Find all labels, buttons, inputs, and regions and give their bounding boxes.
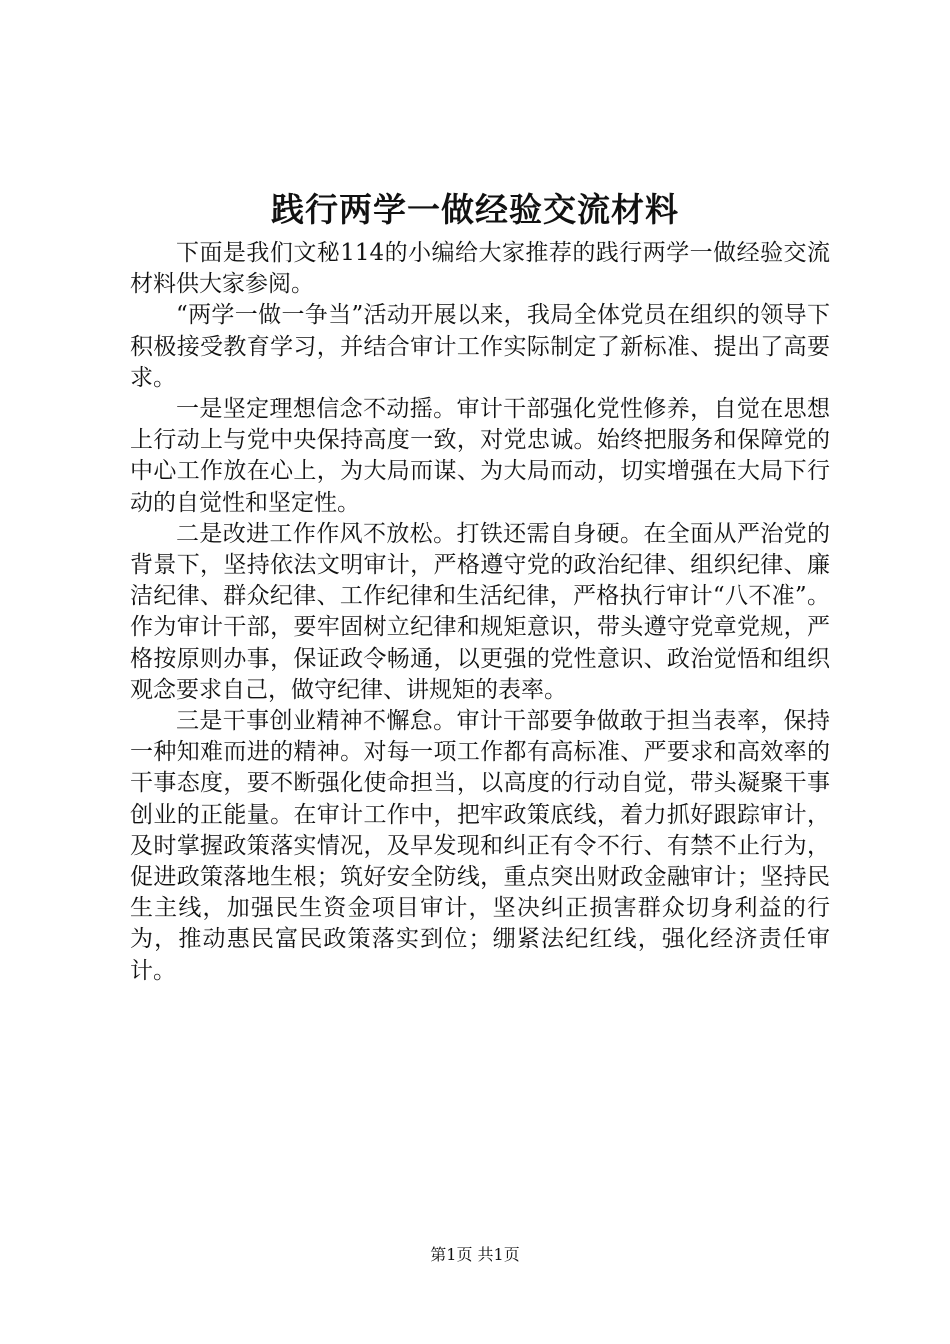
paragraph-point-three: 三是干事创业精神不懈怠。审计干部要争做敢于担当表率，保持一种知难而进的精神。对每一项工作都有高标准、严要求和高效率的干事态度，要不断强化使命担当，以高度的行动自觉，带头凝聚干事创业的正能量。在审计工作中，把牢政策底线，着力抓好跟踪审计，及时掌握政策落实情况，及早发现和纠正有令不行、有禁不止行为，促进政策落地生根；筑好安全防线，重点突出财政金融审计；坚持民生主线，加强民生资金项目审计，坚决纠正损害群众切身利益的行为，推动惠民富民政策落实到位；绷紧法纪红线，强化经济责任审计。: [130, 708, 830, 984]
paragraph-point-two: 二是改进工作作风不放松。打铁还需自身硬。在全面从严治党的背景下，坚持依法文明审计，严格遵守党的政治纪律、组织纪律、廉洁纪律、群众纪律、工作纪律和生活纪律，严格执行审计“八不准”。作为审计干部，要牢固树立纪律和规矩意识，带头遵守党章党规，严格按原则办事，保证政令畅通，以更强的党性意识、政治觉悟和组织观念要求自己，做守纪律、讲规矩的表率。: [130, 520, 830, 703]
paragraph-intro: 下面是我们文秘114的小编给大家推荐的践行两学一做经验交流材料供大家参阅。: [130, 240, 830, 298]
paragraph-activity: “两学一做一争当”活动开展以来，我局全体党员在组织的领导下积极接受教育学习，并结合审计工作实际制定了新标准、提出了高要求。: [130, 302, 830, 391]
page-number-footer: 第1页 共1页: [430, 1245, 520, 1264]
paragraph-point-one: 一是坚定理想信念不动摇。审计干部强化党性修养，自觉在思想上行动上与党中央保持高度一致，对党忠诚。始终把服务和保障党的中心工作放在心上，为大局而谋、为大局而动，切实增强在大局下行动的自觉性和坚定性。: [130, 396, 830, 516]
document-body: [130, 238, 830, 987]
document-title: 践行两学一做经验交流材料: [271, 190, 679, 229]
